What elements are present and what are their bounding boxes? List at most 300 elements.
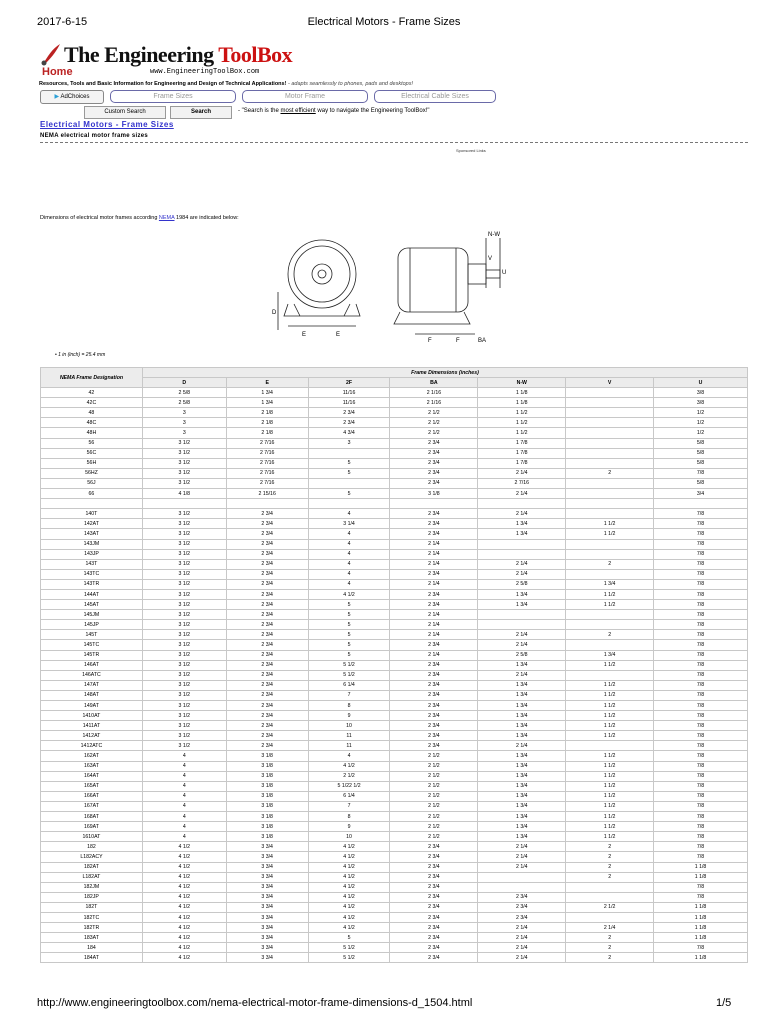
dimension-cell: 3 3/4: [226, 852, 308, 862]
dimension-cell: 3: [142, 428, 226, 438]
table-row: [41, 489, 748, 499]
page-subtitle: NEMA electrical motor frame sizes: [40, 133, 149, 139]
dimension-cell: 2 1/2: [390, 812, 478, 822]
dimension-cell: 2 1/4: [390, 549, 478, 559]
dimension-cell: 1 1/2: [566, 660, 654, 670]
table-row: [41, 721, 748, 731]
dimension-cell: 1 3/4: [478, 751, 566, 761]
dimension-cell: 1 1/2: [566, 822, 654, 832]
dimension-cell: 1 1/2: [566, 589, 654, 599]
dimension-cell: 1 3/4: [478, 519, 566, 529]
dimension-cell: 1 3/4: [226, 398, 308, 408]
frame-designation-cell: 182JM: [41, 882, 143, 892]
dimension-cell: 7/8: [654, 832, 748, 842]
dimension-cell: 2 1/2: [566, 902, 654, 912]
table-row: [41, 579, 748, 589]
site-logo[interactable]: [40, 42, 440, 82]
frame-designation-cell: 145TC: [41, 640, 143, 650]
frame-designation-cell: 145JM: [41, 610, 143, 620]
frame-designation-cell: 165AT: [41, 781, 143, 791]
dimension-cell: 2 7/16: [478, 478, 566, 488]
intro-text: Dimensions of electrical motor frames according NEMA 1984 are indicated below:: [40, 215, 239, 221]
dimension-cell: 5/8: [654, 438, 748, 448]
dimension-cell: 2 3/4: [390, 852, 478, 862]
dimension-cell: 2 1/4: [478, 640, 566, 650]
dimension-cell: 4: [308, 579, 390, 589]
dimension-cell: 3 1/2: [142, 448, 226, 458]
dimension-cell: 4 1/2: [308, 842, 390, 852]
dimension-cell: 3 1/2: [142, 670, 226, 680]
dimension-cell: 5/8: [654, 458, 748, 468]
dimension-cell: 2 1/4: [390, 610, 478, 620]
frame-designation-cell: 48: [41, 408, 143, 418]
dimension-cell: [566, 549, 654, 559]
dimension-cell: 2 15/16: [226, 489, 308, 499]
dimension-cell: 2 3/4: [390, 468, 478, 478]
dimension-cell: 9: [308, 711, 390, 721]
dimension-cell: 7/8: [654, 519, 748, 529]
dimension-cell: 4 1/2: [142, 852, 226, 862]
dimension-cell: 1 3/4: [478, 680, 566, 690]
dimension-cell: [226, 499, 308, 509]
dimension-cell: 2 1/4: [478, 468, 566, 478]
dimension-cell: 2 3/4: [390, 509, 478, 519]
dimension-cell: 3 1/2: [142, 620, 226, 630]
dimension-cell: 2 1/4: [478, 509, 566, 519]
print-date: 2017-6-15: [37, 16, 88, 28]
designation-header: NEMA Frame Designation: [41, 368, 143, 388]
dimension-cell: 1 7/8: [478, 438, 566, 448]
dimension-cell: 7/8: [654, 731, 748, 741]
dimension-cell: 3/8: [654, 398, 748, 408]
frame-designation-cell: 182T: [41, 902, 143, 912]
table-row: [41, 953, 748, 963]
dimension-cell: 2 1/2: [390, 781, 478, 791]
dimension-cell: 3 1/2: [142, 569, 226, 579]
dimension-cell: 7/8: [654, 701, 748, 711]
home-link[interactable]: Home: [42, 66, 73, 78]
dimension-cell: 1/2: [654, 428, 748, 438]
dimension-cell: [478, 882, 566, 892]
dimension-cell: 1 3/4: [478, 589, 566, 599]
label-f-right: F: [456, 338, 460, 344]
dimension-cell: 5 1/2: [308, 943, 390, 953]
dimension-cell: 2 3/4: [390, 660, 478, 670]
dimension-cell: 4 1/2: [142, 912, 226, 922]
frame-designation-cell: 182TR: [41, 923, 143, 933]
dimension-cell: 3 1/2: [142, 549, 226, 559]
frame-designation-cell: 1412ATC: [41, 741, 143, 751]
dimension-cell: 2 1/2: [390, 408, 478, 418]
dimension-cell: 2 3/4: [390, 933, 478, 943]
dimension-cell: 1 3/4: [478, 660, 566, 670]
dimension-cell: 4 1/2: [142, 882, 226, 892]
dimension-cell: 5: [308, 933, 390, 943]
nav-link-motor-frame[interactable]: Motor Frame: [242, 90, 368, 103]
dimension-cell: 4: [142, 781, 226, 791]
table-row: [41, 559, 748, 569]
dimension-cell: 4 1/2: [308, 892, 390, 902]
dimension-cell: 1 1/2: [566, 801, 654, 811]
column-header: N-W: [478, 378, 566, 388]
dimension-cell: 4 1/2: [308, 589, 390, 599]
dimension-cell: 2 3/4: [390, 680, 478, 690]
dimension-cell: 2 3/4: [390, 721, 478, 731]
dimension-cell: 1 7/8: [478, 448, 566, 458]
frame-designation-cell: 1411AT: [41, 721, 143, 731]
column-header: V: [566, 378, 654, 388]
frame-designation-cell: [41, 499, 143, 509]
dimension-cell: 2 1/4: [390, 579, 478, 589]
dimension-cell: 4 1/2: [142, 902, 226, 912]
dimension-cell: 4 1/2: [142, 892, 226, 902]
dimension-cell: [566, 458, 654, 468]
dimension-cell: 1 1/8: [654, 862, 748, 872]
dimension-cell: 1 1/2: [566, 519, 654, 529]
dimension-cell: 3 1/2: [142, 579, 226, 589]
dimension-cell: 2 3/4: [226, 529, 308, 539]
table-row: [41, 388, 748, 398]
dimension-cell: [478, 499, 566, 509]
table-row: [41, 589, 748, 599]
nema-link[interactable]: NEMA: [158, 215, 175, 221]
dimension-cell: 5: [308, 489, 390, 499]
dimension-cell: 3 3/4: [226, 953, 308, 963]
dimension-cell: 3 3/4: [226, 943, 308, 953]
dimension-cell: 1 1/2: [478, 428, 566, 438]
search-hint: - "Search is the most efficient way to navigate the Engineering ToolBox!": [238, 108, 430, 114]
column-header: U: [654, 378, 748, 388]
dimension-cell: 2 3/4: [226, 539, 308, 549]
dimension-cell: 2 1/2: [390, 418, 478, 428]
dimension-cell: 2 3/4: [226, 741, 308, 751]
dimension-cell: 3 1/2: [142, 600, 226, 610]
brand-name: The Engineering ToolBox: [64, 42, 293, 67]
frame-designation-cell: 1610AT: [41, 832, 143, 842]
table-row: [41, 478, 748, 488]
dimension-cell: 2 3/4: [390, 842, 478, 852]
dimension-cell: 7/8: [654, 852, 748, 862]
dimension-cell: 3 1/2: [142, 660, 226, 670]
table-row: [41, 519, 748, 529]
dimension-cell: 3 1/2: [142, 711, 226, 721]
dimension-cell: 3 1/2: [142, 529, 226, 539]
dimension-cell: 7/8: [654, 660, 748, 670]
label-u: U: [502, 270, 507, 276]
dimension-cell: 2 3/4: [390, 600, 478, 610]
dimension-cell: 1 1/8: [654, 912, 748, 922]
dimension-cell: [566, 640, 654, 650]
dimension-cell: 3 1/2: [142, 721, 226, 731]
dimension-cell: 4: [142, 812, 226, 822]
adchoices-button[interactable]: ▶ AdChoices: [40, 90, 104, 104]
table-row: [41, 902, 748, 912]
frame-designation-cell: L182ACY: [41, 852, 143, 862]
custom-search-input[interactable]: Custom Search: [84, 106, 166, 119]
table-row: [41, 499, 748, 509]
adchoices-icon: ▶: [54, 94, 60, 100]
dimension-cell: 3 1/8: [226, 822, 308, 832]
column-header: 2F: [308, 378, 390, 388]
dimension-cell: 3 1/8: [226, 761, 308, 771]
dimension-cell: 7/8: [654, 589, 748, 599]
dimension-cell: 7/8: [654, 822, 748, 832]
dimension-cell: 3 3/4: [226, 862, 308, 872]
frame-designation-cell: 56H: [41, 458, 143, 468]
dimension-cell: 4: [308, 509, 390, 519]
table-row: [41, 438, 748, 448]
dimension-cell: 2 1/2: [390, 801, 478, 811]
dimension-cell: 2 3/4: [390, 458, 478, 468]
dimension-cell: 3 1/2: [142, 690, 226, 700]
dimension-cell: 4: [142, 771, 226, 781]
frame-designation-cell: 1412AT: [41, 731, 143, 741]
dimension-cell: 2 3/4: [226, 711, 308, 721]
frame-designation-cell: 144AT: [41, 589, 143, 599]
dimension-cell: 1 1/2: [566, 761, 654, 771]
frame-designation-cell: 146AT: [41, 660, 143, 670]
dimension-cell: 2 3/4: [226, 509, 308, 519]
dimension-cell: 1 3/4: [478, 711, 566, 721]
dimension-cell: 6 1/4: [308, 680, 390, 690]
dimension-cell: 4 1/2: [308, 912, 390, 922]
dimension-cell: 2 3/4: [390, 872, 478, 882]
dimension-cell: 2 3/4: [390, 701, 478, 711]
dimension-cell: 2 7/16: [226, 438, 308, 448]
frame-designation-cell: 163AT: [41, 761, 143, 771]
dimension-cell: 2 5/8: [142, 388, 226, 398]
frame-designation-cell: 48H: [41, 428, 143, 438]
dimension-cell: 1 1/2: [566, 701, 654, 711]
table-row: [41, 852, 748, 862]
dimension-cell: 2 3/4: [226, 549, 308, 559]
dimension-cell: 2 3/4: [390, 902, 478, 912]
dimension-cell: 2 1/4: [478, 852, 566, 862]
dimension-cell: 7/8: [654, 801, 748, 811]
dimension-cell: 2 3/4: [478, 892, 566, 902]
dimension-cell: 4 1/2: [308, 872, 390, 882]
frame-designation-cell: 143JP: [41, 549, 143, 559]
search-button[interactable]: Search: [170, 106, 232, 119]
dimension-cell: 1 3/4: [478, 812, 566, 822]
frame-designation-cell: 48C: [41, 418, 143, 428]
dimension-cell: [566, 620, 654, 630]
dimension-cell: 7/8: [654, 711, 748, 721]
dimension-cell: 7/8: [654, 812, 748, 822]
table-row: [41, 610, 748, 620]
dimension-cell: 3 3/4: [226, 923, 308, 933]
dimension-cell: 2 3/4: [390, 923, 478, 933]
dimension-cell: 1 1/8: [654, 923, 748, 933]
dimension-cell: 7/8: [654, 761, 748, 771]
frame-designation-cell: 1410AT: [41, 711, 143, 721]
dimension-cell: 2 3/4: [226, 731, 308, 741]
table-row: [41, 741, 748, 751]
dimension-cell: 3 1/2: [142, 650, 226, 660]
table-row: [41, 923, 748, 933]
dimension-cell: 7/8: [654, 600, 748, 610]
table-row: [41, 458, 748, 468]
dimension-cell: 2 3/4: [226, 519, 308, 529]
table-row: [41, 832, 748, 842]
dimension-cell: [308, 448, 390, 458]
frame-designation-cell: 143AT: [41, 529, 143, 539]
dimension-cell: 2: [566, 468, 654, 478]
table-row: [41, 701, 748, 711]
dimension-cell: 2 1/4: [390, 559, 478, 569]
unit-note: • 1 in (inch) = 25.4 mm: [55, 352, 106, 358]
label-e-left: E: [302, 332, 307, 338]
sponsored-label: Sponsored Links: [456, 148, 486, 153]
dimension-cell: 1 1/8: [478, 388, 566, 398]
dimension-cell: [566, 539, 654, 549]
table-row: [41, 428, 748, 438]
dimension-cell: 3 1/8: [226, 791, 308, 801]
frame-designation-cell: 143JM: [41, 539, 143, 549]
page-url: http://www.engineeringtoolbox.com/nema-electrical-motor-frame-dimensions-d_1504.html: [37, 997, 473, 1009]
dimension-cell: 7/8: [654, 468, 748, 478]
dimension-cell: 7/8: [654, 650, 748, 660]
dimension-cell: 1 1/8: [654, 872, 748, 882]
dimension-cell: 1 1/2: [566, 680, 654, 690]
frame-designation-cell: 143TC: [41, 569, 143, 579]
dimension-cell: 2 3/4: [390, 953, 478, 963]
dimension-cell: 1 1/2: [566, 812, 654, 822]
dimension-cell: 5: [308, 600, 390, 610]
dimension-cell: 2 1/4: [390, 650, 478, 660]
dimension-cell: 2 3/4: [226, 701, 308, 711]
column-header: BA: [390, 378, 478, 388]
dimension-cell: 5: [308, 640, 390, 650]
dimension-cell: 2 1/2: [308, 771, 390, 781]
dimension-cell: 1 3/4: [478, 822, 566, 832]
dimension-cell: 2 3/4: [308, 418, 390, 428]
dimension-cell: 2 1/8: [226, 428, 308, 438]
dimension-cell: 3 1/2: [142, 468, 226, 478]
dimension-cell: 2 1/4: [390, 630, 478, 640]
dimension-cell: 5 1/2: [308, 660, 390, 670]
dimension-cell: 3 3/4: [226, 902, 308, 912]
dimension-cell: 3 1/2: [142, 519, 226, 529]
frame-designation-cell: 184AT: [41, 953, 143, 963]
dimension-cell: 3 1/2: [142, 438, 226, 448]
dimension-cell: 2 5/8: [478, 579, 566, 589]
frame-designation-cell: 145JP: [41, 620, 143, 630]
dimension-cell: 3 3/4: [226, 882, 308, 892]
dimension-cell: [566, 448, 654, 458]
frame-designation-cell: 56HZ: [41, 468, 143, 478]
dimension-cell: 2 3/4: [226, 660, 308, 670]
dimension-cell: 2 3/4: [226, 610, 308, 620]
table-row: [41, 398, 748, 408]
dimension-cell: 7/8: [654, 549, 748, 559]
dimension-cell: 7/8: [654, 509, 748, 519]
dimension-cell: [566, 569, 654, 579]
table-row: [41, 862, 748, 872]
dimension-cell: [566, 489, 654, 499]
dimension-cell: 2 1/4: [478, 862, 566, 872]
dimension-cell: 4: [308, 559, 390, 569]
dimension-cell: 1 3/4: [478, 529, 566, 539]
dimension-cell: 2 3/4: [226, 600, 308, 610]
dimension-cell: 3 1/8: [226, 771, 308, 781]
dimension-cell: 2 3/4: [390, 862, 478, 872]
breadcrumb[interactable]: Electrical Motors - Frame Sizes: [40, 120, 174, 129]
dimension-cell: 2: [566, 630, 654, 640]
dimension-cell: 1 1/2: [478, 418, 566, 428]
dimension-cell: 3 3/4: [226, 912, 308, 922]
dimension-cell: 1 1/2: [566, 832, 654, 842]
dimension-cell: 1 3/4: [478, 721, 566, 731]
dimension-cell: 4 1/2: [142, 943, 226, 953]
nav-link-electrical-cable-sizes[interactable]: Electrical Cable Sizes: [374, 90, 496, 103]
dimension-cell: [566, 478, 654, 488]
dimension-cell: 3/8: [654, 388, 748, 398]
dimension-cell: [566, 610, 654, 620]
dimension-cell: 2 1/8: [226, 408, 308, 418]
dimension-cell: 10: [308, 832, 390, 842]
dimension-cell: [566, 428, 654, 438]
dimension-cell: 4 1/2: [142, 923, 226, 933]
frame-dimensions-table: [40, 367, 748, 963]
dimension-cell: 7/8: [654, 559, 748, 569]
dimension-cell: [478, 539, 566, 549]
dimension-cell: 7/8: [654, 741, 748, 751]
dimension-cell: 4 1/2: [142, 862, 226, 872]
table-row: [41, 882, 748, 892]
dimension-cell: 5: [308, 620, 390, 630]
dimension-cell: 5: [308, 630, 390, 640]
dimension-cell: 1 3/4: [478, 771, 566, 781]
dimension-cell: 3 3/4: [226, 933, 308, 943]
dimension-cell: 2 3/4: [390, 670, 478, 680]
dimension-cell: 2 3/4: [478, 912, 566, 922]
dimension-cell: 2 1/4: [390, 539, 478, 549]
dimension-cell: [390, 499, 478, 509]
dimension-cell: 2 1/4: [478, 489, 566, 499]
table-row: [41, 842, 748, 852]
dimension-cell: 4: [308, 539, 390, 549]
dimension-cell: 4: [308, 529, 390, 539]
frame-designation-cell: 164AT: [41, 771, 143, 781]
frame-designation-cell: 56: [41, 438, 143, 448]
dimension-cell: 1 3/4: [478, 761, 566, 771]
dimension-cell: 2 1/2: [390, 822, 478, 832]
table-body: [41, 388, 748, 963]
dimension-cell: 2: [566, 852, 654, 862]
nav-link-frame-sizes[interactable]: Frame Sizes: [110, 90, 236, 103]
dimension-cell: 3 1/2: [142, 458, 226, 468]
dimension-cell: 7/8: [654, 771, 748, 781]
dimension-cell: 2 3/4: [390, 882, 478, 892]
frame-designation-cell: 142AT: [41, 519, 143, 529]
dimension-cell: 2 1/2: [390, 761, 478, 771]
dimension-cell: 1 1/2: [566, 791, 654, 801]
dimension-cell: 9: [308, 822, 390, 832]
dimension-cell: 1 3/4: [478, 701, 566, 711]
dimension-cell: 4 3/4: [308, 428, 390, 438]
dimension-cell: 7/8: [654, 680, 748, 690]
dimension-cell: 2 3/4: [390, 912, 478, 922]
dimension-cell: 1 1/2: [566, 690, 654, 700]
label-ba: BA: [478, 338, 487, 344]
dimension-cell: 2: [566, 943, 654, 953]
dimension-cell: 3: [142, 418, 226, 428]
frame-designation-cell: 183AT: [41, 933, 143, 943]
table-row: [41, 690, 748, 700]
frame-designation-cell: 182JP: [41, 892, 143, 902]
dimension-cell: [478, 549, 566, 559]
